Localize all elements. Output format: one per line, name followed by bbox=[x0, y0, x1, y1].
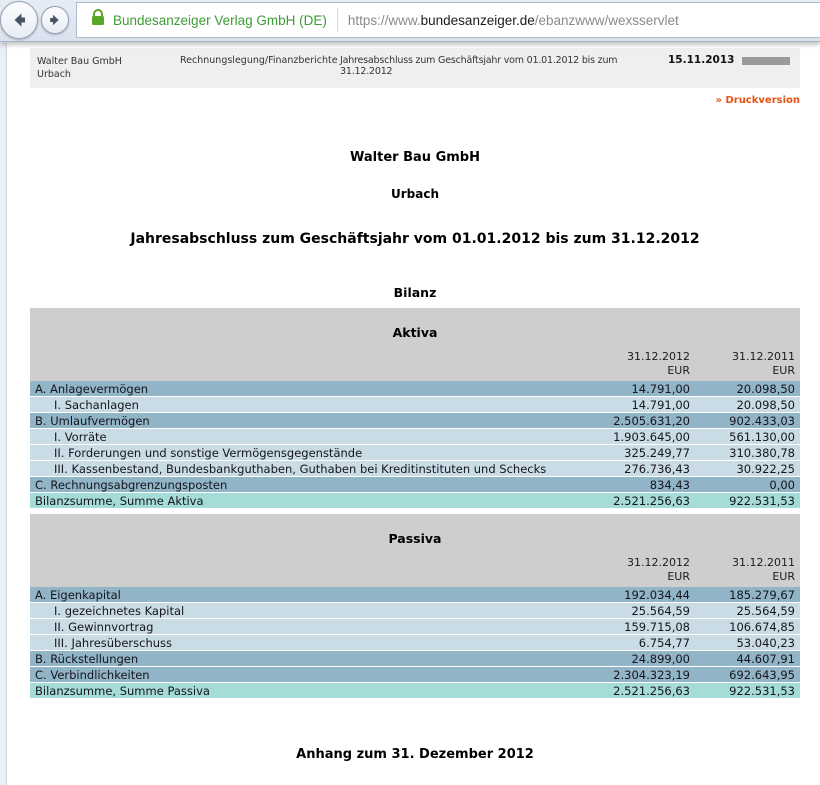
lock-icon bbox=[91, 9, 105, 31]
url-scheme: https://www. bbox=[347, 12, 421, 28]
site-identity-button[interactable] bbox=[77, 9, 337, 31]
aktiva-section-header bbox=[30, 308, 800, 381]
row-value-2012: 325.249,77 bbox=[624, 446, 690, 460]
passiva-title: Passiva bbox=[388, 531, 442, 546]
table-row bbox=[30, 381, 800, 397]
redacted-logo-block bbox=[742, 57, 790, 65]
page-content bbox=[30, 42, 800, 762]
row-label: A. Anlagevermögen bbox=[35, 382, 149, 396]
row-value-2011: 692.643,95 bbox=[729, 668, 795, 682]
row-label: B. Rückstellungen bbox=[35, 652, 139, 666]
col-header-2012: 31.12.2012 bbox=[627, 350, 690, 363]
row-label: I. Vorräte bbox=[54, 430, 107, 444]
row-label: Bilanzsumme, Summe Aktiva bbox=[35, 494, 204, 508]
aktiva-title: Aktiva bbox=[392, 325, 438, 340]
address-bar[interactable] bbox=[76, 2, 820, 38]
table-row bbox=[30, 429, 800, 445]
title-anhang: Anhang zum 31. Dezember 2012 bbox=[296, 747, 534, 762]
row-label: B. Umlaufvermögen bbox=[35, 414, 150, 428]
col-header-2012: 31.12.2012 bbox=[627, 556, 690, 569]
row-value-2012: 276.736,43 bbox=[624, 462, 690, 476]
table-row bbox=[30, 461, 800, 477]
row-label: A. Eigenkapital bbox=[35, 588, 121, 602]
table-row bbox=[30, 477, 800, 493]
title-city: Urbach bbox=[390, 187, 439, 201]
row-value-2011: 185.279,67 bbox=[729, 588, 795, 602]
url-path: /ebanzwww/wexsservlet bbox=[534, 12, 679, 28]
row-value-2011: 922.531,53 bbox=[729, 684, 795, 698]
table-row bbox=[30, 445, 800, 461]
row-value-2011: 106.674,85 bbox=[729, 620, 795, 634]
col-currency-2011: EUR bbox=[772, 364, 795, 377]
row-value-2011: 310.380,78 bbox=[729, 446, 795, 460]
passiva-section-header bbox=[30, 514, 800, 587]
row-label: II. Gewinnvortrag bbox=[54, 620, 154, 634]
page-left-margin-strip bbox=[0, 43, 7, 785]
row-label: I. gezeichnetes Kapital bbox=[54, 604, 185, 618]
row-value-2012: 2.505.631,20 bbox=[613, 414, 690, 428]
row-value-2011: 561.130,00 bbox=[729, 430, 795, 444]
print-version-link[interactable]: » Druckversion bbox=[715, 95, 800, 106]
table-row bbox=[30, 683, 800, 699]
row-value-2011: 30.922,25 bbox=[736, 462, 795, 476]
row-value-2012: 2.521.256,63 bbox=[613, 684, 690, 698]
row-value-2012: 2.521.256,63 bbox=[613, 494, 690, 508]
publication-company: Walter Bau GmbH bbox=[37, 56, 122, 67]
publication-report-title: Jahresabschluss zum Geschäftsjahr vom 01.01.2012 bis zum 31.12.2012 bbox=[340, 55, 618, 77]
table-row bbox=[30, 619, 800, 635]
back-button[interactable] bbox=[0, 1, 38, 39]
row-value-2012: 25.564,59 bbox=[631, 604, 690, 618]
table-row bbox=[30, 413, 800, 429]
url-text bbox=[338, 13, 679, 28]
row-label: III. Kassenbestand, Bundesbankguthaben, Guthaben bei Kreditinstituten und Schecks bbox=[54, 462, 547, 476]
table-row bbox=[30, 667, 800, 683]
table-row bbox=[30, 493, 800, 509]
publication-header-bar bbox=[30, 48, 800, 88]
row-value-2011: 20.098,50 bbox=[736, 398, 795, 412]
row-label: I. Sachanlagen bbox=[54, 398, 139, 412]
publication-company-city bbox=[37, 55, 122, 81]
row-value-2012: 14.791,00 bbox=[631, 382, 690, 396]
row-value-2011: 53.040,23 bbox=[736, 636, 795, 650]
balance-table bbox=[30, 308, 800, 699]
row-value-2012: 834,43 bbox=[649, 478, 690, 492]
row-value-2011: 922.531,53 bbox=[729, 494, 795, 508]
row-value-2011: 902.433,03 bbox=[729, 414, 795, 428]
row-label: C. Verbindlichkeiten bbox=[35, 668, 150, 682]
row-value-2011: 0,00 bbox=[769, 478, 795, 492]
row-value-2012: 24.899,00 bbox=[631, 652, 690, 666]
browser-toolbar bbox=[0, 0, 820, 42]
title-bilanz: Bilanz bbox=[393, 285, 437, 300]
col-header-2011: 31.12.2011 bbox=[732, 350, 795, 363]
row-value-2011: 20.098,50 bbox=[736, 382, 795, 396]
table-row bbox=[30, 587, 800, 603]
col-currency-2012: EUR bbox=[667, 570, 690, 583]
table-row bbox=[30, 603, 800, 619]
row-label: II. Forderungen und sonstige Vermögensgegenstände bbox=[54, 446, 363, 460]
col-currency-2012: EUR bbox=[667, 364, 690, 377]
aktiva-column-headers bbox=[30, 350, 800, 378]
row-value-2012: 192.034,44 bbox=[624, 588, 690, 602]
col-currency-2011: EUR bbox=[772, 570, 795, 583]
table-row bbox=[30, 651, 800, 667]
passiva-rows bbox=[30, 587, 800, 699]
row-label: Bilanzsumme, Summe Passiva bbox=[35, 684, 210, 698]
back-icon bbox=[9, 10, 29, 30]
row-value-2012: 6.754,77 bbox=[638, 636, 690, 650]
row-value-2011: 44.607,91 bbox=[736, 652, 795, 666]
row-label: III. Jahresüberschuss bbox=[54, 636, 173, 650]
row-value-2012: 2.304.323,19 bbox=[613, 668, 690, 682]
row-label: C. Rechnungsabgrenzungsposten bbox=[35, 478, 228, 492]
publication-city: Urbach bbox=[37, 69, 71, 80]
aktiva-rows bbox=[30, 381, 800, 509]
site-identity-label: Bundesanzeiger Verlag GmbH (DE) bbox=[113, 12, 327, 28]
row-value-2012: 14.791,00 bbox=[631, 398, 690, 412]
title-report: Jahresabschluss zum Geschäftsjahr vom 01.01.2012 bis zum 31.12.2012 bbox=[130, 231, 700, 247]
passiva-column-headers bbox=[30, 556, 800, 584]
row-value-2012: 159.715,08 bbox=[624, 620, 690, 634]
row-value-2012: 1.903.645,00 bbox=[613, 430, 690, 444]
col-header-2011: 31.12.2011 bbox=[732, 556, 795, 569]
row-value-2011: 25.564,59 bbox=[736, 604, 795, 618]
table-row bbox=[30, 397, 800, 413]
forward-button[interactable] bbox=[41, 6, 69, 34]
publication-date: 15.11.2013 bbox=[668, 54, 735, 66]
publication-category: Rechnungslegung/Finanzberichte bbox=[180, 55, 338, 66]
url-domain: bundesanzeiger.de bbox=[420, 12, 535, 28]
title-company: Walter Bau GmbH bbox=[350, 150, 480, 165]
table-row bbox=[30, 635, 800, 651]
forward-icon bbox=[47, 12, 63, 28]
